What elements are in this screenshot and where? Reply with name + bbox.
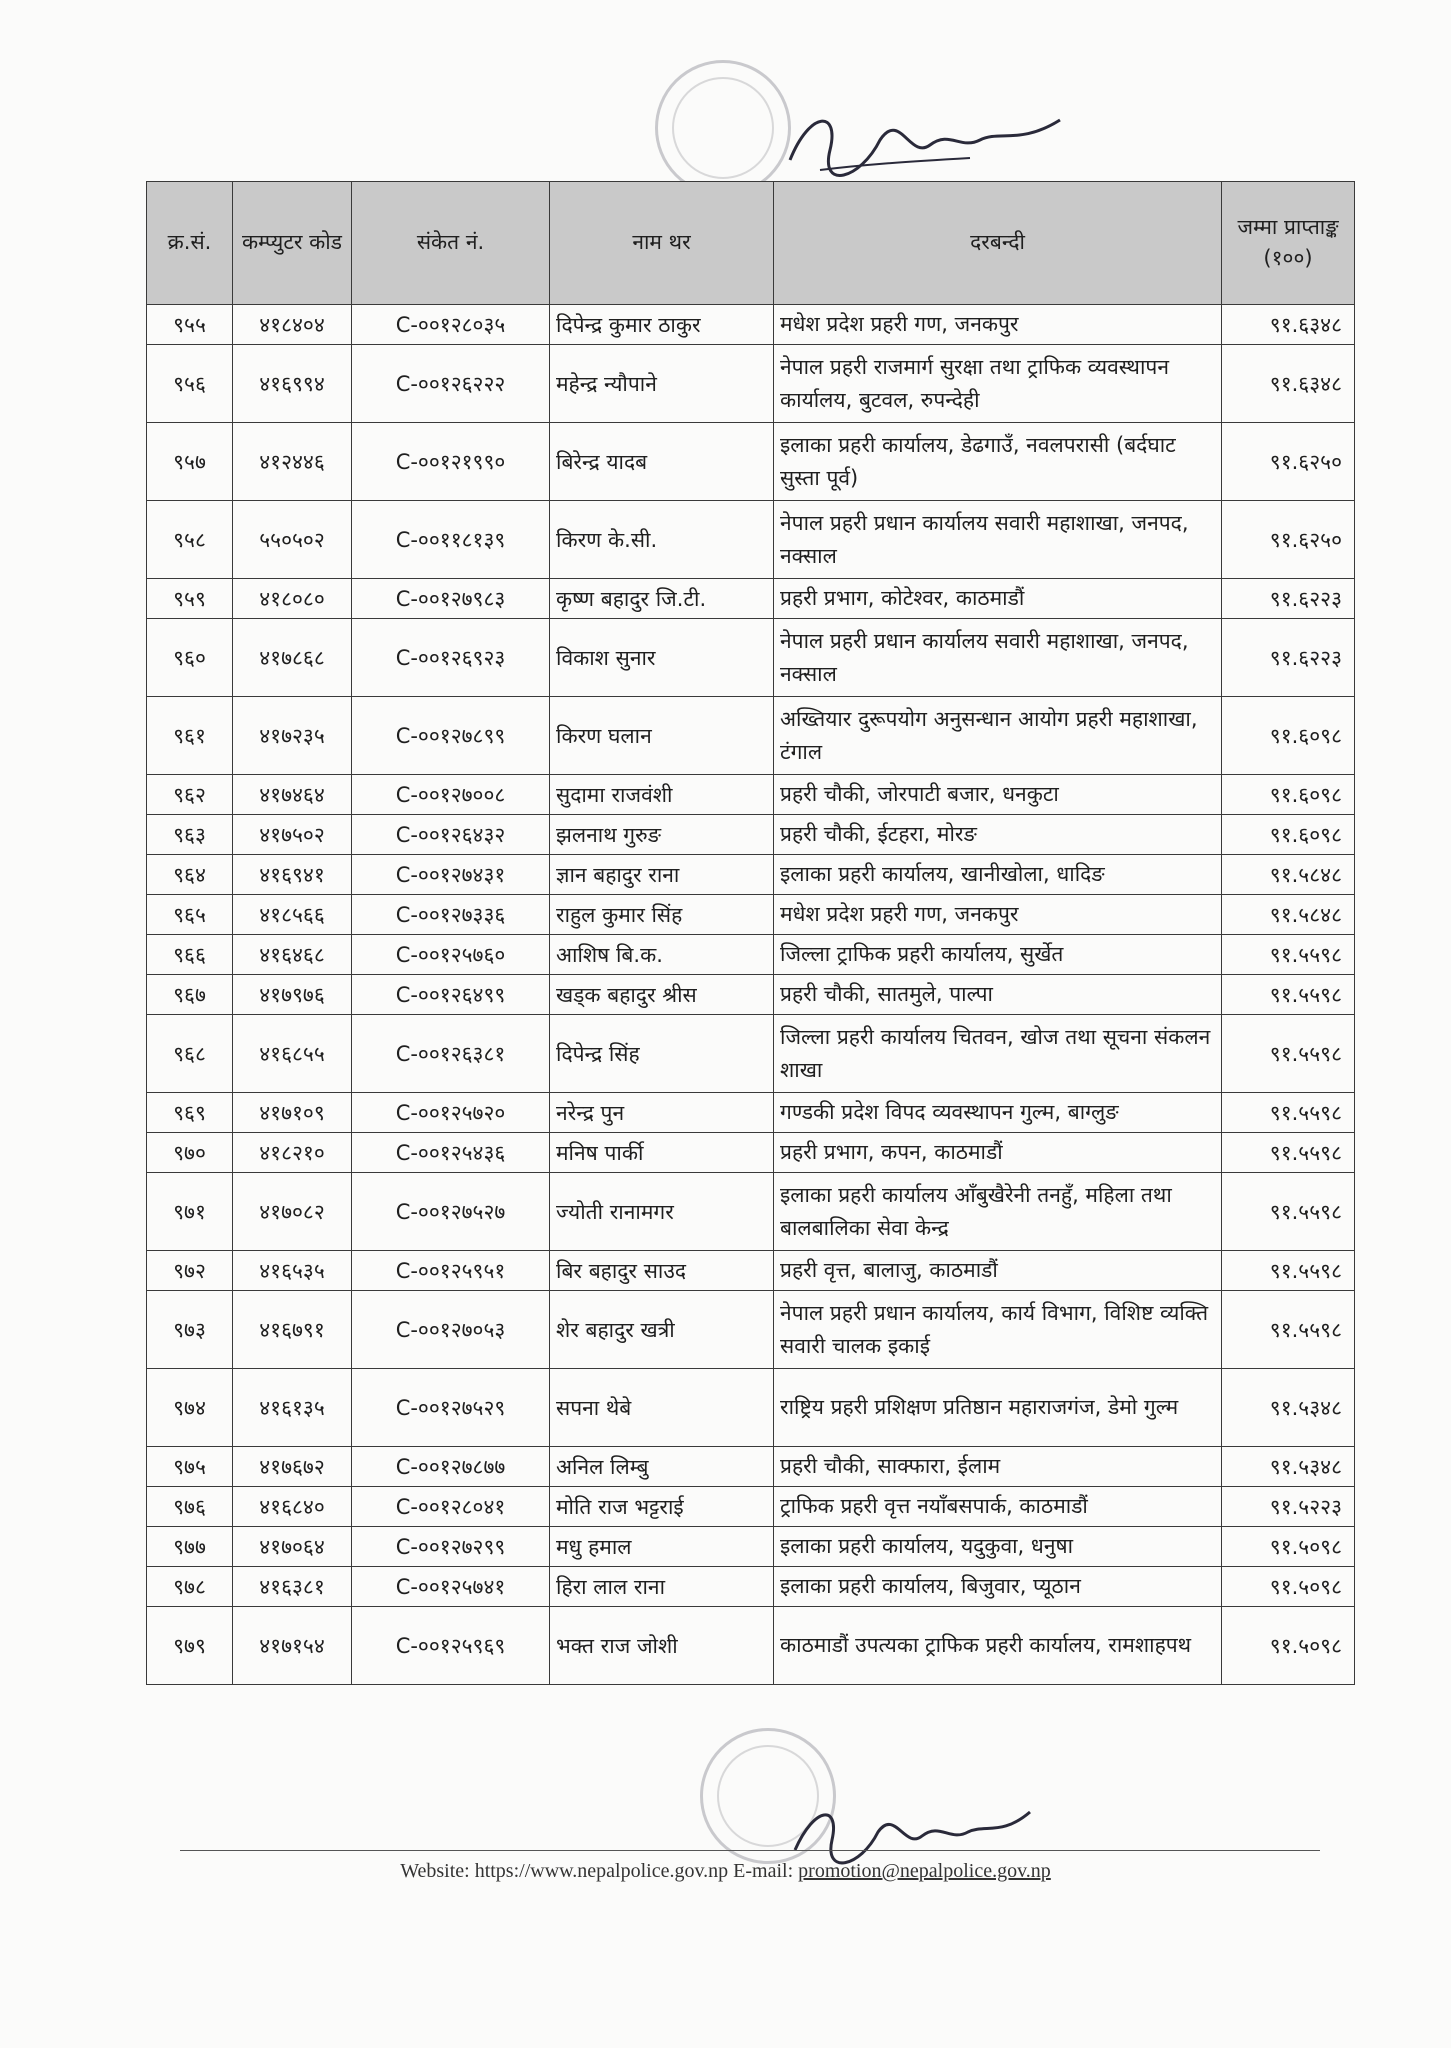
table-row <box>147 1015 1355 1093</box>
cell-total-marks: ९१.६०९८ <box>1222 815 1355 855</box>
table-row <box>147 775 1355 815</box>
cell-name: विकाश सुनार <box>550 619 774 697</box>
cell-name: बिर बहादुर साउद <box>550 1251 774 1291</box>
header-posting: दरबन्दी <box>774 182 1222 305</box>
table-row <box>147 1173 1355 1251</box>
cell-total-marks: ९१.५५९८ <box>1222 935 1355 975</box>
cell-computer-code: ४१८०८० <box>233 579 352 619</box>
cell-total-marks: ९१.५८४८ <box>1222 895 1355 935</box>
cell-symbol-no: C-००१२७५२७ <box>352 1173 550 1251</box>
cell-posting: इलाका प्रहरी कार्यालय, खानीखोला, धादिङ <box>774 855 1222 895</box>
table-row <box>147 305 1355 345</box>
cell-symbol-no: C-००१२७३३६ <box>352 895 550 935</box>
cell-serial-no: ९५८ <box>147 501 233 579</box>
cell-symbol-no: C-००१२७८९९ <box>352 697 550 775</box>
cell-posting: काठमाडौं उपत्यका ट्राफिक प्रहरी कार्यालय, रामशाहपथ <box>774 1607 1222 1685</box>
merit-list-table <box>146 181 1355 1685</box>
header-computer-code: कम्प्युटर कोड <box>233 182 352 305</box>
cell-computer-code: ४१८५६६ <box>233 895 352 935</box>
cell-computer-code: ४१६३८१ <box>233 1567 352 1607</box>
cell-total-marks: ९१.६२२३ <box>1222 619 1355 697</box>
cell-serial-no: ९५५ <box>147 305 233 345</box>
cell-symbol-no: C-००१२६४३२ <box>352 815 550 855</box>
cell-total-marks: ९१.६३४८ <box>1222 345 1355 423</box>
cell-total-marks: ९१.५८४८ <box>1222 855 1355 895</box>
table-row <box>147 501 1355 579</box>
cell-serial-no: ९६० <box>147 619 233 697</box>
cell-name: कृष्ण बहादुर जि.टी. <box>550 579 774 619</box>
cell-computer-code: ४१६४६८ <box>233 935 352 975</box>
cell-serial-no: ९७४ <box>147 1369 233 1447</box>
cell-symbol-no: C-००१२१९९० <box>352 423 550 501</box>
cell-posting: राष्ट्रिय प्रहरी प्रशिक्षण प्रतिष्ठान महाराजगंज, डेमो गुल्म <box>774 1369 1222 1447</box>
cell-total-marks: ९१.५५९८ <box>1222 1093 1355 1133</box>
cell-computer-code: ४१६९४१ <box>233 855 352 895</box>
table-header-row <box>147 182 1355 305</box>
cell-posting: प्रहरी प्रभाग, कोटेश्वर, काठमाडौं <box>774 579 1222 619</box>
cell-posting: प्रहरी चौकी, जोरपाटी बजार, धनकुटा <box>774 775 1222 815</box>
table-row <box>147 697 1355 775</box>
cell-computer-code: ४१६९९४ <box>233 345 352 423</box>
cell-name: ज्ञान बहादुर राना <box>550 855 774 895</box>
cell-serial-no: ९७६ <box>147 1487 233 1527</box>
cell-symbol-no: C-००१२८०४१ <box>352 1487 550 1527</box>
cell-posting: गण्डकी प्रदेश विपद व्यवस्थापन गुल्म, बाग्लुङ <box>774 1093 1222 1133</box>
cell-symbol-no: C-००१२६३८१ <box>352 1015 550 1093</box>
cell-posting: मधेश प्रदेश प्रहरी गण, जनकपुर <box>774 895 1222 935</box>
cell-total-marks: ९१.६२५० <box>1222 423 1355 501</box>
cell-symbol-no: C-००१२७५२९ <box>352 1369 550 1447</box>
cell-computer-code: ४१७०८२ <box>233 1173 352 1251</box>
cell-computer-code: ४१७०६४ <box>233 1527 352 1567</box>
cell-name: महेन्द्र न्यौपाने <box>550 345 774 423</box>
cell-serial-no: ९६२ <box>147 775 233 815</box>
cell-serial-no: ९७७ <box>147 1527 233 1567</box>
cell-posting: प्रहरी चौकी, सातमुले, पाल्पा <box>774 975 1222 1015</box>
cell-posting: ट्राफिक प्रहरी वृत्त नयाँबसपार्क, काठमाडौं <box>774 1487 1222 1527</box>
cell-symbol-no: C-००१२६४९९ <box>352 975 550 1015</box>
cell-name: राहुल कुमार सिंह <box>550 895 774 935</box>
cell-name: दिपेन्द्र कुमार ठाकुर <box>550 305 774 345</box>
cell-total-marks: ९१.५०९८ <box>1222 1527 1355 1567</box>
cell-total-marks: ९१.५०९८ <box>1222 1607 1355 1685</box>
cell-total-marks: ९१.५५९८ <box>1222 1173 1355 1251</box>
table-row <box>147 815 1355 855</box>
cell-total-marks: ९१.५३४८ <box>1222 1369 1355 1447</box>
cell-posting: प्रहरी चौकी, ईटहरा, मोरङ <box>774 815 1222 855</box>
cell-name: दिपेन्द्र सिंह <box>550 1015 774 1093</box>
cell-serial-no: ९६६ <box>147 935 233 975</box>
cell-posting: जिल्ला ट्राफिक प्रहरी कार्यालय, सुर्खेत <box>774 935 1222 975</box>
cell-posting: नेपाल प्रहरी प्रधान कार्यालय, कार्य विभाग, विशिष्ट व्यक्ति सवारी चालक इकाई <box>774 1291 1222 1369</box>
table-row <box>147 895 1355 935</box>
cell-serial-no: ९७० <box>147 1133 233 1173</box>
cell-total-marks: ९१.५०९८ <box>1222 1567 1355 1607</box>
cell-computer-code: ४१६५३५ <box>233 1251 352 1291</box>
cell-name: ज्योती रानामगर <box>550 1173 774 1251</box>
cell-name: अनिल लिम्बु <box>550 1447 774 1487</box>
cell-serial-no: ९७८ <box>147 1567 233 1607</box>
header-serial-no: क्र.सं. <box>147 182 233 305</box>
website-label: Website: <box>400 1860 475 1882</box>
table-row <box>147 423 1355 501</box>
table-row <box>147 855 1355 895</box>
cell-computer-code: ५५०५०२ <box>233 501 352 579</box>
cell-serial-no: ९६३ <box>147 815 233 855</box>
cell-total-marks: ९१.६०९८ <box>1222 697 1355 775</box>
header-total-marks: जम्मा प्राप्ताङ्क (१००) <box>1222 182 1355 305</box>
table-row <box>147 1447 1355 1487</box>
cell-computer-code: ४१६८४० <box>233 1487 352 1527</box>
cell-computer-code: ४१७५०२ <box>233 815 352 855</box>
cell-symbol-no: C-००१२७४३१ <box>352 855 550 895</box>
table-row <box>147 1133 1355 1173</box>
table-row <box>147 579 1355 619</box>
cell-posting: अख्तियार दुरूपयोग अनुसन्धान आयोग प्रहरी महाशाखा, टंगाल <box>774 697 1222 775</box>
cell-posting: नेपाल प्रहरी प्रधान कार्यालय सवारी महाशाखा, जनपद, नक्साल <box>774 619 1222 697</box>
cell-posting: इलाका प्रहरी कार्यालय आँबुखैरेनी तनहुँ, महिला तथा बालबालिका सेवा केन्द्र <box>774 1173 1222 1251</box>
cell-name: झलनाथ गुरुङ <box>550 815 774 855</box>
table-row <box>147 1567 1355 1607</box>
cell-posting: इलाका प्रहरी कार्यालय, यदुकुवा, धनुषा <box>774 1527 1222 1567</box>
cell-serial-no: ९६४ <box>147 855 233 895</box>
cell-serial-no: ९७१ <box>147 1173 233 1251</box>
cell-name: भक्त राज जोशी <box>550 1607 774 1685</box>
cell-total-marks: ९१.५५९८ <box>1222 1133 1355 1173</box>
cell-serial-no: ९६७ <box>147 975 233 1015</box>
cell-serial-no: ९७९ <box>147 1607 233 1685</box>
cell-computer-code: ४१६१३५ <box>233 1369 352 1447</box>
cell-name: आशिष बि.क. <box>550 935 774 975</box>
email-link[interactable]: promotion@nepalpolice.gov.np <box>798 1860 1051 1882</box>
cell-total-marks: ९१.५२२३ <box>1222 1487 1355 1527</box>
cell-total-marks: ९१.६२२३ <box>1222 579 1355 619</box>
cell-name: शेर बहादुर खत्री <box>550 1291 774 1369</box>
cell-total-marks: ९१.५३४८ <box>1222 1447 1355 1487</box>
cell-name: नरेन्द्र पुन <box>550 1093 774 1133</box>
cell-total-marks: ९१.५५९८ <box>1222 1251 1355 1291</box>
cell-name: किरण घलान <box>550 697 774 775</box>
table-row <box>147 1251 1355 1291</box>
table-row <box>147 1369 1355 1447</box>
table-row <box>147 975 1355 1015</box>
cell-symbol-no: C-००१२५९६९ <box>352 1607 550 1685</box>
table-row <box>147 1093 1355 1133</box>
cell-total-marks: ९१.५५९८ <box>1222 1291 1355 1369</box>
cell-serial-no: ९५७ <box>147 423 233 501</box>
cell-computer-code: ४१७४६४ <box>233 775 352 815</box>
cell-total-marks: ९१.६३४८ <box>1222 305 1355 345</box>
cell-serial-no: ९६१ <box>147 697 233 775</box>
table-row <box>147 1291 1355 1369</box>
cell-name: मधु हमाल <box>550 1527 774 1567</box>
cell-posting: प्रहरी वृत्त, बालाजु, काठमाडौं <box>774 1251 1222 1291</box>
cell-symbol-no: C-००१२७००८ <box>352 775 550 815</box>
cell-symbol-no: C-००१२६९२३ <box>352 619 550 697</box>
cell-total-marks: ९१.६२५० <box>1222 501 1355 579</box>
cell-computer-code: ४१६७९१ <box>233 1291 352 1369</box>
cell-posting: प्रहरी चौकी, साक्फारा, ईलाम <box>774 1447 1222 1487</box>
cell-serial-no: ९६५ <box>147 895 233 935</box>
cell-symbol-no: C-००१२५४३६ <box>352 1133 550 1173</box>
cell-computer-code: ४१६८५५ <box>233 1015 352 1093</box>
cell-serial-no: ९६९ <box>147 1093 233 1133</box>
footer-divider <box>180 1850 1320 1851</box>
cell-total-marks: ९१.५५९८ <box>1222 975 1355 1015</box>
cell-symbol-no: C-००१२५७२० <box>352 1093 550 1133</box>
cell-symbol-no: C-००१२८०३५ <box>352 305 550 345</box>
cell-symbol-no: C-००१२५७४१ <box>352 1567 550 1607</box>
cell-posting: जिल्ला प्रहरी कार्यालय चितवन, खोज तथा सूचना संकलन शाखा <box>774 1015 1222 1093</box>
cell-computer-code: ४१७९७६ <box>233 975 352 1015</box>
cell-computer-code: ४१७१०९ <box>233 1093 352 1133</box>
cell-posting: मधेश प्रदेश प्रहरी गण, जनकपुर <box>774 305 1222 345</box>
cell-computer-code: ४१८४०४ <box>233 305 352 345</box>
cell-symbol-no: C-००१२७८७७ <box>352 1447 550 1487</box>
cell-posting: इलाका प्रहरी कार्यालय, डेढगाउँ, नवलपरासी (बर्दघाट सुस्ता पूर्व) <box>774 423 1222 501</box>
cell-symbol-no: C-००१२७०५३ <box>352 1291 550 1369</box>
cell-computer-code: ४१७६७२ <box>233 1447 352 1487</box>
cell-posting: नेपाल प्रहरी प्रधान कार्यालय सवारी महाशाखा, जनपद, नक्साल <box>774 501 1222 579</box>
cell-name: बिरेन्द्र यादब <box>550 423 774 501</box>
cell-name: खड्क बहादुर श्रीस <box>550 975 774 1015</box>
cell-computer-code: ४१७२३५ <box>233 697 352 775</box>
cell-posting: प्रहरी प्रभाग, कपन, काठमाडौं <box>774 1133 1222 1173</box>
cell-symbol-no: C-००१२५७६० <box>352 935 550 975</box>
cell-name: हिरा लाल राना <box>550 1567 774 1607</box>
cell-serial-no: ९७२ <box>147 1251 233 1291</box>
cell-symbol-no: C-००१२७२९९ <box>352 1527 550 1567</box>
cell-name: मोति राज भट्टराई <box>550 1487 774 1527</box>
cell-name: मनिष पार्की <box>550 1133 774 1173</box>
cell-computer-code: ४१७१५४ <box>233 1607 352 1685</box>
header-name: नाम थर <box>550 182 774 305</box>
table-row <box>147 345 1355 423</box>
table-row <box>147 1607 1355 1685</box>
cell-serial-no: ९५६ <box>147 345 233 423</box>
cell-name: सुदामा राजवंशी <box>550 775 774 815</box>
website-link[interactable]: https://www.nepalpolice.gov.np <box>474 1860 729 1882</box>
cell-symbol-no: C-००११८१३९ <box>352 501 550 579</box>
page-footer <box>0 1860 1451 1883</box>
cell-symbol-no: C-००१२५९५१ <box>352 1251 550 1291</box>
cell-posting: इलाका प्रहरी कार्यालय, बिजुवार, प्यूठान <box>774 1567 1222 1607</box>
email-label: E-mail: <box>733 1860 799 1882</box>
cell-serial-no: ९५९ <box>147 579 233 619</box>
cell-total-marks: ९१.६०९८ <box>1222 775 1355 815</box>
cell-name: किरण के.सी. <box>550 501 774 579</box>
table-row <box>147 619 1355 697</box>
cell-total-marks: ९१.५५९८ <box>1222 1015 1355 1093</box>
cell-symbol-no: C-००१२६२२२ <box>352 345 550 423</box>
cell-symbol-no: C-००१२७९८३ <box>352 579 550 619</box>
cell-serial-no: ९७५ <box>147 1447 233 1487</box>
cell-serial-no: ९६८ <box>147 1015 233 1093</box>
table-row <box>147 1487 1355 1527</box>
header-symbol-no: संकेत नं. <box>352 182 550 305</box>
cell-serial-no: ९७३ <box>147 1291 233 1369</box>
table-row <box>147 1527 1355 1567</box>
cell-posting: नेपाल प्रहरी राजमार्ग सुरक्षा तथा ट्राफिक व्यवस्थापन कार्यालय, बुटवल, रुपन्देही <box>774 345 1222 423</box>
table-row <box>147 935 1355 975</box>
cell-computer-code: ४१८२१० <box>233 1133 352 1173</box>
cell-computer-code: ४१७८६८ <box>233 619 352 697</box>
cell-computer-code: ४१२४४६ <box>233 423 352 501</box>
cell-name: सपना थेबे <box>550 1369 774 1447</box>
